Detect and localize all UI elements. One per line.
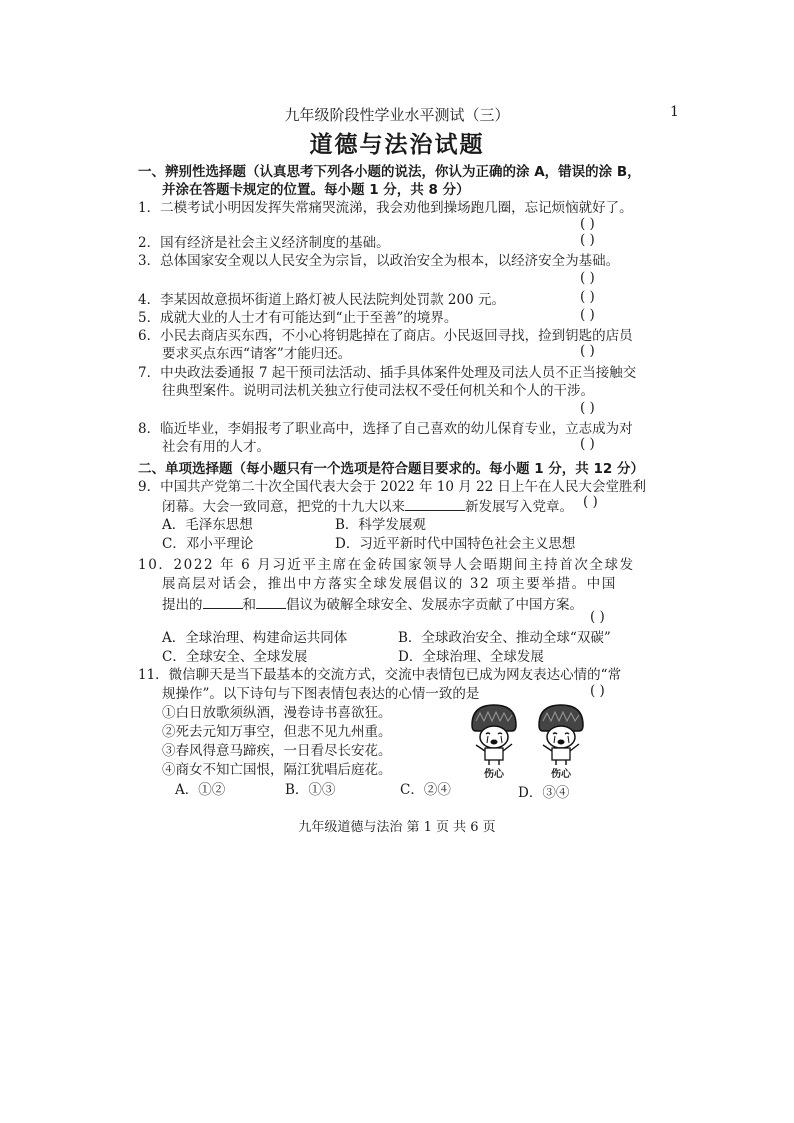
question-10-text-a: 提出的: [162, 597, 203, 613]
fill-blank: [405, 496, 465, 511]
question-2: 2．国有经济是社会主义经济制度的基础。: [138, 235, 390, 251]
answer-paren-9: ( ): [583, 494, 598, 510]
question-7-line1: 7．中央政法委通报 7 起干预司法活动、插手具体案件处理及司法人员不正当接触交: [138, 365, 637, 381]
exam-subtitle: 九年级阶段性学业水平测试（三）: [284, 106, 510, 124]
crying-face-icon: [535, 703, 587, 765]
question-6-line2: 要求买点东西“请客”才能归还。: [162, 346, 352, 362]
question-10-text-c: 倡议为破解全球安全、发展赤字贡献了中国方案。: [286, 597, 583, 613]
question-11-line2: 规操作”。以下诗句与下图表情包表达的心情一致的是: [162, 686, 480, 702]
poem-4: ④商女不知亡国恨，隔江犹唱后庭花。: [162, 762, 392, 778]
poem-3: ③春风得意马蹄疾，一日看尽长安花。: [162, 743, 392, 759]
q10-option-b: B．全球政治安全、推动全球“双碳”: [398, 630, 611, 646]
sad-emoji-figure-1: [468, 703, 520, 780]
q10-option-c: C．全球安全、全球发展: [162, 649, 308, 665]
question-9-line2: [162, 496, 573, 516]
crying-face-icon: [468, 703, 520, 765]
question-10-line2: 展高层对话会，推出中方落实全球发展倡议的 32 项主要举措。中国: [162, 576, 617, 592]
question-8-line1: 8．临近毕业，李娟报考了职业高中，选择了自己喜欢的幼儿保育专业，立志成为对: [138, 421, 633, 437]
section1-heading-line2: 并涂在答题卡规定的位置。每小题 1 分，共 8 分）: [162, 182, 470, 198]
emoji-caption: 伤心: [484, 769, 504, 780]
answer-paren-11: ( ): [590, 683, 605, 699]
q10-option-a: A．全球治理、构建命运共同体: [162, 630, 348, 646]
question-9-line1: 9．中国共产党第二十次全国代表大会于 2022 年 10 月 22 日上午在人民大会堂胜利: [138, 479, 647, 495]
question-3: 3．总体国家安全观以人民安全为宗旨，以政治安全为根本，以经济安全为基础。: [138, 253, 620, 269]
question-10-line1: 10．2022 年 6 月习近平主席在金砖国家领导人会晤期间主持首次全球发: [138, 557, 635, 573]
fill-blank: [203, 594, 243, 609]
q10-option-d: D．全球治理、全球发展: [398, 649, 544, 665]
question-10-line3: [162, 594, 583, 614]
question-6-line1: 6．小民去商店买东西，不小心将钥匙掉在了商店。小民返回寻找，捡到钥匙的店员: [138, 328, 633, 344]
q11-option-b: B．①③: [285, 782, 336, 798]
emoji-caption: 伤心: [551, 769, 571, 780]
q9-option-c: C．邓小平理论: [162, 536, 254, 552]
q9-option-b: B．科学发展观: [335, 517, 426, 533]
page-mark: 1: [670, 104, 679, 120]
q11-option-a: A．①②: [175, 782, 226, 798]
poem-1: ①白日放歌须纵酒，漫卷诗书喜欲狂。: [162, 705, 392, 721]
question-9-text-a: 闭幕。大会一致同意，把党的十九大以来: [162, 499, 405, 515]
page-footer: 九年级道德与法治 第 1 页 共 6 页: [298, 820, 496, 835]
question-4: 4．李某因故意损坏街道上路灯被人民法院判处罚款 200 元。: [138, 292, 505, 308]
question-10-text-b: 和: [242, 597, 256, 613]
answer-paren-2: ( ): [580, 232, 595, 248]
sad-emoji-figure-2: [535, 703, 587, 780]
section1-heading-line1: 一、辨别性选择题（认真思考下列各小题的说法，你认为正确的涂 A，错误的涂 B，: [138, 164, 641, 180]
exam-title: 道德与法治试题: [309, 132, 485, 158]
question-8-line2: 社会有用的人才。: [162, 439, 270, 455]
question-5: 5．成就大业的人士才有可能达到“止于至善”的境界。: [138, 310, 458, 326]
section2-heading: 二、单项选择题（每小题只有一个选项是符合题目要求的。每小题 1 分，共 12 分）: [138, 461, 644, 477]
answer-paren-10: ( ): [590, 609, 605, 625]
q9-option-d: D．习近平新时代中国特色社会主义思想: [335, 536, 576, 552]
answer-paren-3: ( ): [580, 270, 595, 286]
answer-paren-7: ( ): [580, 400, 595, 416]
answer-paren-6: ( ): [580, 343, 595, 359]
answer-paren-5: ( ): [580, 307, 595, 323]
q11-option-d: D．③④: [518, 785, 570, 801]
question-7-line2: 往典型案件。说明司法机关独立行使司法权不受任何机关和个人的干涉。: [162, 383, 594, 399]
poem-2: ②死去元知万事空，但悲不见九州重。: [162, 724, 392, 740]
fill-blank: [256, 594, 286, 609]
answer-paren-8: ( ): [580, 436, 595, 452]
answer-paren-4: ( ): [580, 289, 595, 305]
answer-paren-1: ( ): [580, 216, 595, 232]
q11-option-c: C．②④: [400, 782, 451, 798]
question-9-text-b: 新发展写入党章。: [465, 499, 573, 515]
question-1: 1．二模考试小明因发挥失常痛哭流涕，我会劝他到操场跑几圈，忘记烦恼就好了。: [138, 200, 633, 216]
q9-option-a: A．毛泽东思想: [162, 517, 253, 533]
question-11-line1: 11．微信聊天是当下最基本的交流方式，交流中表情包已成为网友表达心情的“常: [138, 667, 622, 683]
